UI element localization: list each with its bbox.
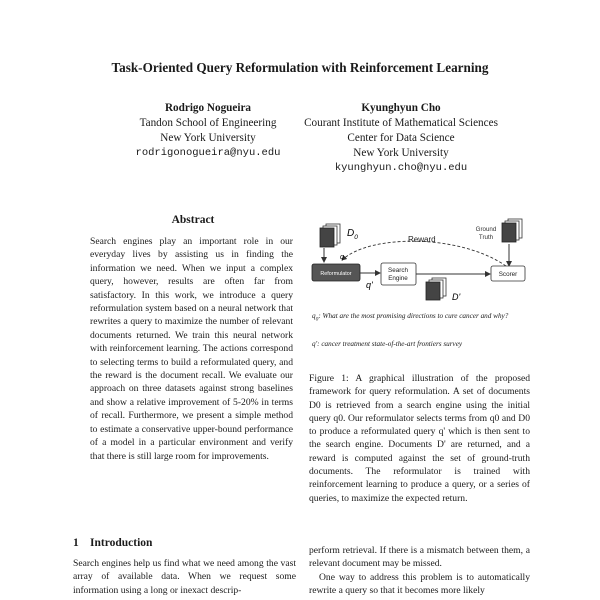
ground-truth-label-2: Truth	[478, 234, 494, 241]
abstract-heading: Abstract	[171, 214, 215, 226]
document-stack-d-prime-icon	[426, 278, 446, 300]
author-2-affiliation-3: New York University	[353, 147, 449, 159]
ground-truth-label-1: Ground	[475, 226, 497, 233]
search-engine-label-2: Engine	[388, 275, 408, 282]
intro-right-paragraph-1: perform retrieval. If there is a mismatch between them, a relevant document may be missed.	[309, 545, 530, 570]
document-stack-d0-icon	[320, 224, 340, 247]
paper-title: Task-Oriented Query Reformulation with Reinforcement Learning	[111, 60, 489, 75]
d-prime-label: D'	[452, 292, 461, 302]
reward-arrow	[342, 241, 506, 266]
author-2-affiliation-2: Center for Data Science	[347, 132, 455, 144]
author-2	[294, 101, 508, 176]
q0-diagram-label: q	[340, 254, 344, 261]
author-1-name: Rodrigo Nogueira	[164, 102, 252, 114]
q0-example-label: q	[312, 312, 316, 320]
section-heading	[73, 537, 152, 549]
q-prime-label: q'	[366, 280, 373, 290]
figure-caption: Figure 1: A graphical illustration of the proposed framework for query reformulation. A set of documents D0 is retrieved from a search engine using the initial query q0. Our reformulator selects terms from q0 and D0 to produce a reformulated query q' which is then sent to the search engine. Documents D' are returned, and a reward is computed against the set of ground-truth documents. The reformulator is trained with reinforcement learning to produce a query, or a series of queries, to maximize the expected return.	[309, 373, 530, 504]
scorer-label: Scorer	[498, 271, 518, 278]
reward-label: Reward	[408, 235, 436, 244]
author-1	[106, 101, 310, 161]
q-prime-example-label: q'	[312, 340, 318, 348]
document-stack-ground-truth-icon	[502, 219, 522, 242]
q-prime-example-text: : cancer treatment state-of-the-art frontiers survey	[317, 340, 463, 348]
author-1-affiliation-1: Tandon School of Engineering	[139, 117, 277, 129]
q0-example-text: : What are the most promising directions to cure cancer and why?	[318, 312, 509, 320]
author-1-affiliation-2: New York University	[160, 132, 256, 144]
q-prime-example	[312, 340, 522, 350]
intro-left-text: Search engines help us find what we need among the vast array of available data. When we request some information using a long or inexact descrip-	[73, 558, 296, 596]
q0-example	[312, 312, 512, 325]
d0-label: $D_0$	[347, 228, 358, 241]
framework-diagram	[310, 214, 535, 314]
author-2-email: kyunghyun.cho@nyu.edu	[334, 162, 468, 174]
section-title: Introduction	[90, 537, 153, 549]
reformulator-label: Reformulator	[320, 271, 352, 277]
intro-right-paragraph-2: One way to address this problem is to automatically rewrite a query so that it becomes more likely	[309, 571, 530, 597]
abstract-text: Search engines play an important role in our everyday lives by assisting us in finding the information we need. When we input a complex query, however, results are often far from satisfactory. In this work, we introduce a query reformulation system based on a neural network that rewrites a query to maximize the number of relevant documents returned. We train this neural network with reinforcement learning. The actions correspond to selecting terms to build a reformulated query, and the reward is the document recall. We evaluate our approach on three datasets against strong baselines and show a relative improvement of 5-20% in terms of recall. Furthermore, we present a simple method to estimate a conservative upper-bound performance of a model in a particular environment and verify that there is still large room for improvements.	[90, 236, 293, 462]
author-1-email: rodrigonogueira@nyu.edu	[135, 147, 281, 159]
author-2-affiliation-1: Courant Institute of Mathematical Sciences	[304, 117, 498, 129]
section-number: 1	[73, 537, 79, 549]
intro-right-column	[309, 544, 530, 598]
q0-example-sub: 0	[315, 316, 319, 323]
author-2-name: Kyunghyun Cho	[361, 102, 441, 114]
search-engine-label-1: Search	[388, 267, 408, 274]
